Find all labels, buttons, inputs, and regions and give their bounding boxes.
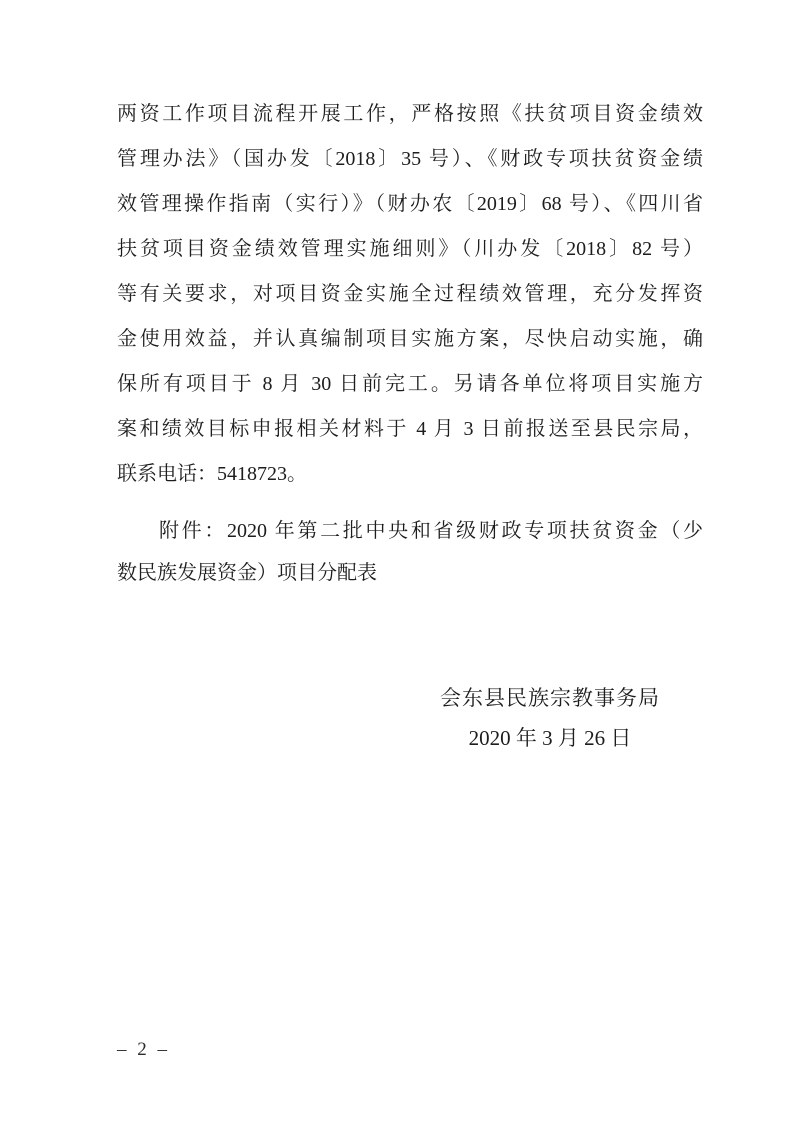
body-line: 等有关要求，对项目资金实施全过程绩效管理，充分发挥资 — [117, 283, 703, 305]
body-line: 扶贫项目资金绩效管理实施细则》（川办发〔2018〕82 号） — [117, 238, 703, 260]
body-line: 两资工作项目流程开展工作，严格按照《扶贫项目资金绩效 — [117, 103, 703, 125]
attachment-line: 数民族发展资金）项目分配表 — [117, 562, 377, 584]
body-line: 保所有项目于 8 月 30 日前完工。另请各单位将项目实施方 — [117, 373, 703, 395]
signature-block — [380, 678, 720, 758]
attachment-line: 附件：2020 年第二批中央和省级财政专项扶贫资金（少 — [159, 520, 703, 542]
body-line: 金使用效益，并认真编制项目实施方案，尽快启动实施，确 — [117, 328, 703, 350]
body-line-contact-phone: 联系电话：5418723。 — [117, 463, 307, 485]
body-paragraph — [117, 92, 703, 497]
body-line: 效管理操作指南（实行）》（财办农〔2019〕68 号）、《四川省 — [117, 193, 703, 215]
body-line: 案和绩效目标申报相关材料于 4 月 3 日前报送至县民宗局， — [117, 418, 703, 440]
page-number: – 2 – — [117, 1039, 170, 1060]
body-line: 管理办法》（国办发〔2018〕35 号）、《财政专项扶贫资金绩 — [117, 148, 703, 170]
signature-org: 会东县民族宗教事务局 — [440, 686, 660, 710]
attachment-note — [117, 510, 703, 594]
signature-date: 2020 年 3 月 26 日 — [468, 726, 632, 750]
